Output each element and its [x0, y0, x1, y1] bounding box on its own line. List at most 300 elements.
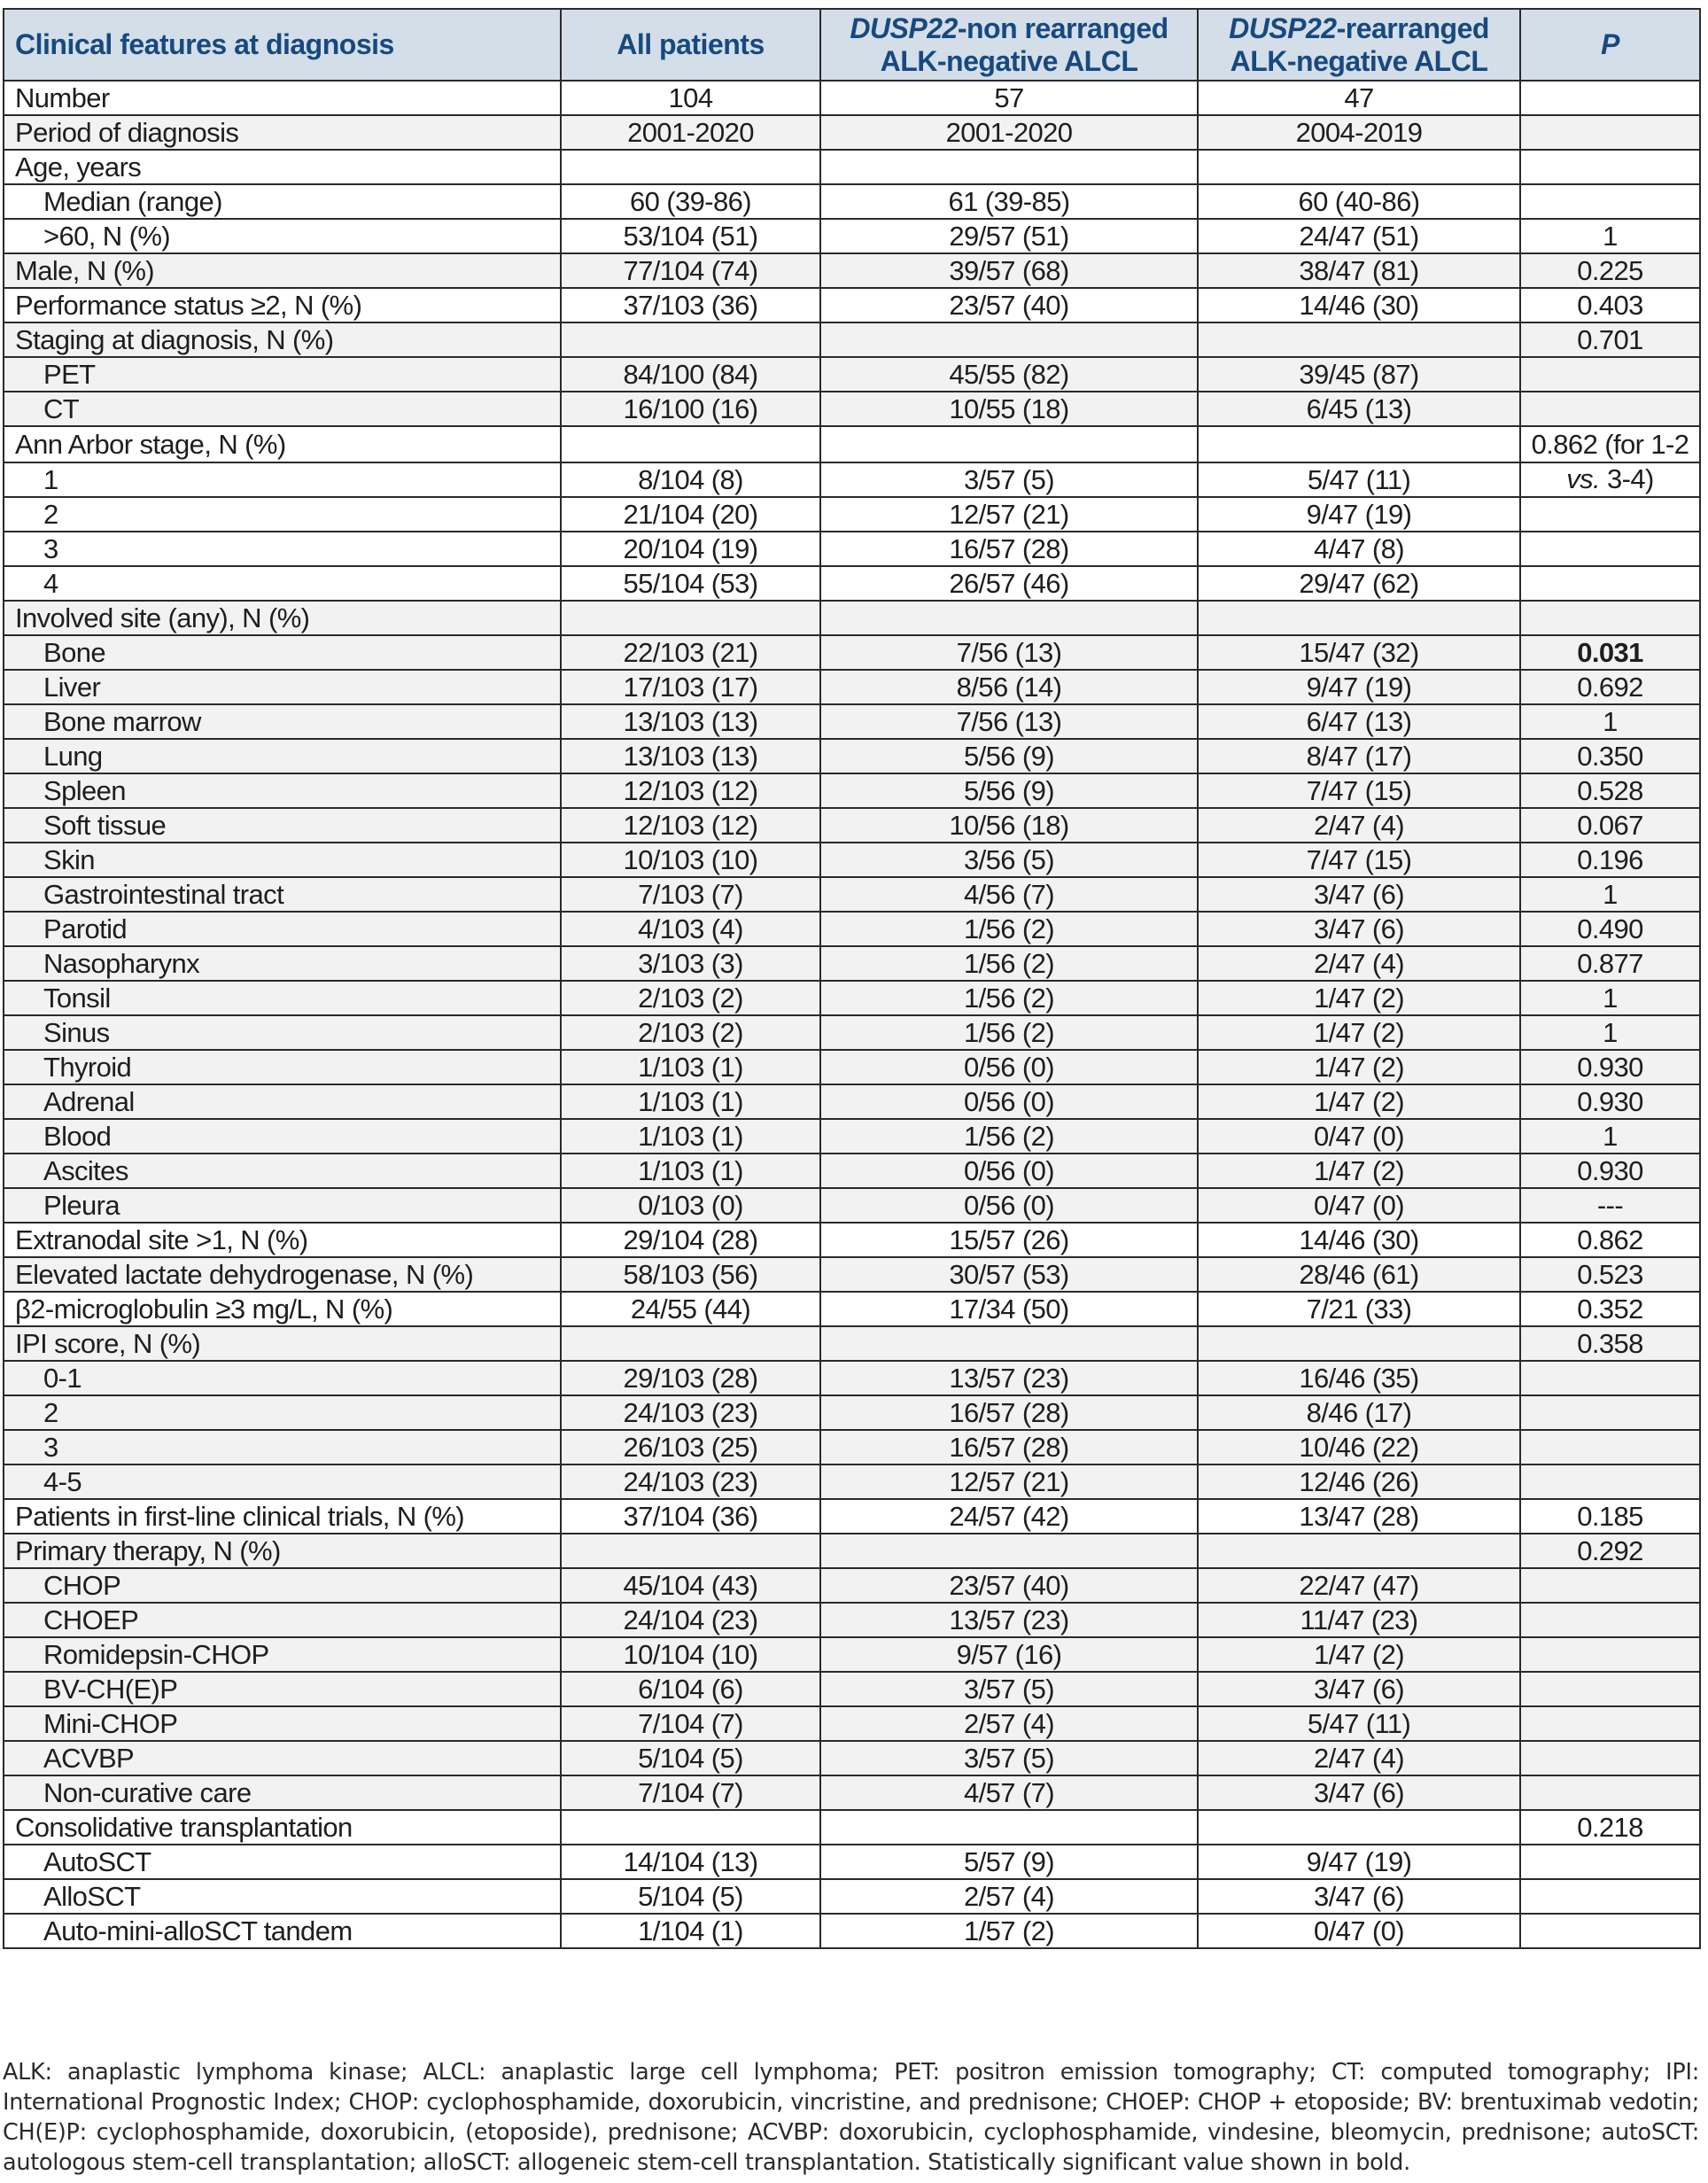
table-row	[4, 1741, 1700, 1775]
cell-dusp22-non-rearranged: 5/56 (9)	[820, 739, 1198, 773]
cell-p-value	[1520, 1361, 1700, 1395]
cell-all-patients: 13/103 (13)	[561, 704, 820, 739]
cell-p-value	[1520, 497, 1700, 532]
row-label: Period of diagnosis	[4, 115, 561, 150]
cell-dusp22-rearranged: 15/47 (32)	[1198, 635, 1520, 670]
cell-dusp22-non-rearranged: 0/56 (0)	[820, 1154, 1198, 1188]
table-row	[4, 1361, 1700, 1395]
cell-dusp22-rearranged: 11/47 (23)	[1198, 1603, 1520, 1637]
cell-dusp22-non-rearranged: 12/57 (21)	[820, 1464, 1198, 1499]
table-row	[4, 1464, 1700, 1499]
header-text: -rearranged	[1336, 12, 1489, 44]
cell-p-value: 0.862	[1520, 1223, 1700, 1257]
cell-p-value	[1520, 1914, 1700, 1948]
table-row	[4, 1603, 1700, 1637]
cell-p-value	[1520, 357, 1700, 392]
header-dusp22-rearranged	[1198, 9, 1520, 81]
cell-all-patients: 55/104 (53)	[561, 566, 820, 601]
table-row	[4, 1223, 1700, 1257]
table-row	[4, 739, 1700, 773]
cell-p-value	[1520, 150, 1700, 184]
cell-dusp22-rearranged: 24/47 (51)	[1198, 219, 1520, 253]
table-row	[4, 532, 1700, 566]
row-label: Patients in first-line clinical trials, N (%)	[4, 1499, 561, 1534]
table-row	[4, 1119, 1700, 1154]
gene-name: DUSP22	[850, 12, 958, 44]
cell-all-patients: 4/103 (4)	[561, 912, 820, 946]
row-label: PET	[4, 357, 561, 392]
table-row	[4, 219, 1700, 253]
table-row	[4, 1326, 1700, 1361]
cell-p-value: 0.196	[1520, 843, 1700, 877]
cell-dusp22-rearranged: 6/47 (13)	[1198, 704, 1520, 739]
cell-p-value	[1520, 566, 1700, 601]
cell-p-value	[1520, 392, 1700, 426]
cell-dusp22-rearranged: 1/47 (2)	[1198, 1637, 1520, 1672]
cell-all-patients: 45/104 (43)	[561, 1568, 820, 1603]
cell-dusp22-rearranged: 5/47 (11)	[1198, 1706, 1520, 1741]
cell-all-patients: 84/100 (84)	[561, 357, 820, 392]
cell-p-value	[1520, 1637, 1700, 1672]
row-label: Mini-CHOP	[4, 1706, 561, 1741]
cell-dusp22-non-rearranged: 16/57 (28)	[820, 1430, 1198, 1464]
cell-dusp22-rearranged: 7/47 (15)	[1198, 843, 1520, 877]
table-row	[4, 81, 1700, 115]
cell-dusp22-non-rearranged	[820, 1534, 1198, 1568]
cell-p-value: 0.692	[1520, 670, 1700, 704]
row-label: AlloSCT	[4, 1879, 561, 1914]
cell-p-value: 0.490	[1520, 912, 1700, 946]
cell-p-value: 0.523	[1520, 1257, 1700, 1292]
row-label: Lung	[4, 739, 561, 773]
table-footnote: ALK: anaplastic lymphoma kinase; ALCL: anaplastic large cell lymphoma; PET: positron emission tomography; CT: computed tomography; IPI: International Prognostic Index; CHOP: cyclophosphamide, doxorubicin, vincristine, and prednisone; CHOEP: CHOP + etoposide; BV: brentuximab vedotin; CH(E)P: cyclophosphamide, doxorubicin, (etoposide), prednisone; ACVBP: doxorubicin, cyclophosphamide, vindesine, bleomycin, prednisone; autoSCT: autologous stem-cell transplantation; alloSCT: allogeneic stem-cell transplantation. Statistically significant value shown in bold.	[3, 2059, 1699, 2176]
table-row	[4, 1914, 1700, 1948]
p-value-note-italic: vs.	[1566, 463, 1601, 494]
cell-dusp22-rearranged: 5/47 (11)	[1198, 462, 1520, 497]
cell-p-value	[1520, 532, 1700, 566]
cell-p-value: 0.358	[1520, 1326, 1700, 1361]
cell-p-value: 0.352	[1520, 1292, 1700, 1326]
table-row	[4, 1775, 1700, 1810]
table-row	[4, 601, 1700, 635]
cell-all-patients: 2001-2020	[561, 115, 820, 150]
cell-dusp22-rearranged: 6/45 (13)	[1198, 392, 1520, 426]
cell-dusp22-rearranged: 29/47 (62)	[1198, 566, 1520, 601]
cell-dusp22-rearranged	[1198, 1326, 1520, 1361]
cell-dusp22-rearranged: 28/46 (61)	[1198, 1257, 1520, 1292]
header-p-value	[1520, 9, 1700, 81]
cell-dusp22-rearranged: 2/47 (4)	[1198, 808, 1520, 843]
cell-all-patients: 3/103 (3)	[561, 946, 820, 981]
table-body	[4, 81, 1700, 1948]
table-row	[4, 253, 1700, 288]
cell-dusp22-non-rearranged: 1/56 (2)	[820, 981, 1198, 1015]
cell-dusp22-non-rearranged: 1/57 (2)	[820, 1914, 1198, 1948]
cell-dusp22-non-rearranged: 10/55 (18)	[820, 392, 1198, 426]
cell-p-value	[1520, 1845, 1700, 1879]
cell-p-value: 0.292	[1520, 1534, 1700, 1568]
cell-all-patients	[561, 322, 820, 357]
row-label: Bone marrow	[4, 704, 561, 739]
row-label: Bone	[4, 635, 561, 670]
cell-all-patients: 7/103 (7)	[561, 877, 820, 912]
header-text: ALK-negative ALCL	[880, 44, 1138, 77]
cell-dusp22-rearranged: 2004-2019	[1198, 115, 1520, 150]
cell-dusp22-non-rearranged: 2/57 (4)	[820, 1879, 1198, 1914]
cell-dusp22-rearranged	[1198, 1810, 1520, 1845]
row-label: AutoSCT	[4, 1845, 561, 1879]
cell-p-value	[1520, 1672, 1700, 1706]
table-row	[4, 322, 1700, 357]
header-text: -non rearranged	[957, 12, 1168, 44]
row-label: Performance status ≥2, N (%)	[4, 288, 561, 322]
row-label: 2	[4, 1395, 561, 1430]
cell-dusp22-rearranged: 3/47 (6)	[1198, 1672, 1520, 1706]
row-label: ACVBP	[4, 1741, 561, 1775]
row-label: Elevated lactate dehydrogenase, N (%)	[4, 1257, 561, 1292]
table-row	[4, 1015, 1700, 1050]
cell-p-value	[1520, 1879, 1700, 1914]
cell-p-value: 0.528	[1520, 773, 1700, 808]
cell-dusp22-non-rearranged: 30/57 (53)	[820, 1257, 1198, 1292]
cell-all-patients: 7/104 (7)	[561, 1775, 820, 1810]
cell-dusp22-rearranged: 14/46 (30)	[1198, 1223, 1520, 1257]
table-row	[4, 981, 1700, 1015]
cell-dusp22-non-rearranged: 61 (39-85)	[820, 184, 1198, 219]
p-value-text: 0.862 (for 1-2	[1531, 429, 1689, 460]
cell-dusp22-non-rearranged: 7/56 (13)	[820, 704, 1198, 739]
table-container	[3, 8, 1699, 1949]
cell-p-value	[1520, 1603, 1700, 1637]
table-row	[4, 115, 1700, 150]
cell-p-value	[1520, 81, 1700, 115]
cell-all-patients: 53/104 (51)	[561, 219, 820, 253]
table-row	[4, 946, 1700, 981]
cell-dusp22-rearranged: 13/47 (28)	[1198, 1499, 1520, 1534]
row-label: Ascites	[4, 1154, 561, 1188]
cell-dusp22-rearranged: 12/46 (26)	[1198, 1464, 1520, 1499]
table-row	[4, 1637, 1700, 1672]
cell-dusp22-rearranged: 3/47 (6)	[1198, 877, 1520, 912]
cell-all-patients: 14/104 (13)	[561, 1845, 820, 1879]
cell-p-value	[1520, 184, 1700, 219]
cell-p-value: ---	[1520, 1188, 1700, 1223]
cell-dusp22-non-rearranged: 29/57 (51)	[820, 219, 1198, 253]
cell-all-patients: 2/103 (2)	[561, 981, 820, 1015]
row-label: BV-CH(E)P	[4, 1672, 561, 1706]
cell-all-patients: 20/104 (19)	[561, 532, 820, 566]
row-label: 4-5	[4, 1464, 561, 1499]
cell-dusp22-non-rearranged: 2/57 (4)	[820, 1706, 1198, 1741]
table-row	[4, 1672, 1700, 1706]
header-text: ALK-negative ALCL	[1230, 44, 1488, 77]
cell-p-value: 0.350	[1520, 739, 1700, 773]
cell-p-value: 1	[1520, 981, 1700, 1015]
cell-dusp22-non-rearranged: 45/55 (82)	[820, 357, 1198, 392]
row-label: Number	[4, 81, 561, 115]
cell-dusp22-rearranged: 39/45 (87)	[1198, 357, 1520, 392]
row-label: Romidepsin-CHOP	[4, 1637, 561, 1672]
cell-dusp22-rearranged	[1198, 150, 1520, 184]
cell-dusp22-rearranged: 9/47 (19)	[1198, 670, 1520, 704]
cell-dusp22-rearranged: 8/46 (17)	[1198, 1395, 1520, 1430]
cell-all-patients: 5/104 (5)	[561, 1879, 820, 1914]
cell-dusp22-rearranged: 8/47 (17)	[1198, 739, 1520, 773]
cell-p-value: 0.218	[1520, 1810, 1700, 1845]
row-label: 3	[4, 532, 561, 566]
row-label: 1	[4, 462, 561, 497]
cell-dusp22-non-rearranged	[820, 601, 1198, 635]
cell-dusp22-non-rearranged: 12/57 (21)	[820, 497, 1198, 532]
row-label: Involved site (any), N (%)	[4, 601, 561, 635]
row-label: Skin	[4, 843, 561, 877]
cell-dusp22-rearranged: 22/47 (47)	[1198, 1568, 1520, 1603]
row-label: Ann Arbor stage, N (%)	[4, 426, 561, 462]
row-label: Parotid	[4, 912, 561, 946]
cell-p-value: 0.701	[1520, 322, 1700, 357]
table-row	[4, 1257, 1700, 1292]
cell-dusp22-non-rearranged: 1/56 (2)	[820, 912, 1198, 946]
row-label: Median (range)	[4, 184, 561, 219]
clinical-features-table	[3, 8, 1701, 1949]
cell-all-patients: 6/104 (6)	[561, 1672, 820, 1706]
cell-dusp22-rearranged: 2/47 (4)	[1198, 946, 1520, 981]
cell-p-value	[1520, 1395, 1700, 1430]
cell-dusp22-non-rearranged	[820, 1326, 1198, 1361]
cell-dusp22-rearranged: 2/47 (4)	[1198, 1741, 1520, 1775]
cell-all-patients	[561, 601, 820, 635]
cell-dusp22-non-rearranged: 16/57 (28)	[820, 532, 1198, 566]
cell-all-patients: 7/104 (7)	[561, 1706, 820, 1741]
cell-p-value	[1520, 1430, 1700, 1464]
cell-dusp22-non-rearranged	[820, 1810, 1198, 1845]
row-label: Staging at diagnosis, N (%)	[4, 322, 561, 357]
cell-p-value	[1520, 426, 1700, 494]
table-row	[4, 808, 1700, 843]
cell-all-patients: 29/104 (28)	[561, 1223, 820, 1257]
row-label: Adrenal	[4, 1084, 561, 1119]
cell-dusp22-rearranged: 16/46 (35)	[1198, 1361, 1520, 1395]
cell-p-value: 0.067	[1520, 808, 1700, 843]
cell-dusp22-rearranged: 60 (40-86)	[1198, 184, 1520, 219]
table-row	[4, 1430, 1700, 1464]
cell-dusp22-rearranged: 7/21 (33)	[1198, 1292, 1520, 1326]
header-all-patients: All patients	[561, 9, 820, 81]
gene-name: DUSP22	[1229, 12, 1337, 44]
table-row	[4, 1050, 1700, 1084]
cell-dusp22-non-rearranged: 3/57 (5)	[820, 1672, 1198, 1706]
row-label: Primary therapy, N (%)	[4, 1534, 561, 1568]
table-row	[4, 1810, 1700, 1845]
table-row	[4, 1499, 1700, 1534]
row-label: 4	[4, 566, 561, 601]
row-label: >60, N (%)	[4, 219, 561, 253]
cell-dusp22-rearranged: 1/47 (2)	[1198, 1154, 1520, 1188]
cell-dusp22-non-rearranged: 39/57 (68)	[820, 253, 1198, 288]
header-text: P	[1601, 28, 1619, 60]
cell-all-patients: 60 (39-86)	[561, 184, 820, 219]
cell-dusp22-non-rearranged: 3/57 (5)	[820, 1741, 1198, 1775]
cell-dusp22-non-rearranged: 1/56 (2)	[820, 1119, 1198, 1154]
cell-all-patients: 77/104 (74)	[561, 253, 820, 288]
cell-dusp22-non-rearranged: 10/56 (18)	[820, 808, 1198, 843]
cell-dusp22-non-rearranged	[820, 150, 1198, 184]
cell-all-patients: 10/103 (10)	[561, 843, 820, 877]
header-dusp22-non-rearranged	[820, 9, 1198, 81]
table-row	[4, 877, 1700, 912]
table-row	[4, 1188, 1700, 1223]
row-label: Soft tissue	[4, 808, 561, 843]
cell-all-patients: 1/104 (1)	[561, 1914, 820, 1948]
cell-p-value: 0.031	[1520, 635, 1700, 670]
cell-dusp22-non-rearranged: 8/56 (14)	[820, 670, 1198, 704]
cell-dusp22-rearranged: 1/47 (2)	[1198, 1015, 1520, 1050]
cell-dusp22-non-rearranged: 3/56 (5)	[820, 843, 1198, 877]
cell-p-value: 1	[1520, 1015, 1700, 1050]
cell-dusp22-non-rearranged: 16/57 (28)	[820, 1395, 1198, 1430]
row-label: Sinus	[4, 1015, 561, 1050]
table-row	[4, 497, 1700, 532]
row-label: Age, years	[4, 150, 561, 184]
cell-all-patients: 5/104 (5)	[561, 1741, 820, 1775]
cell-dusp22-non-rearranged: 3/57 (5)	[820, 462, 1198, 497]
cell-p-value: 0.225	[1520, 253, 1700, 288]
cell-dusp22-rearranged: 9/47 (19)	[1198, 1845, 1520, 1879]
cell-all-patients	[561, 426, 820, 462]
table-row	[4, 1534, 1700, 1568]
cell-p-value: 1	[1520, 219, 1700, 253]
table-row	[4, 288, 1700, 322]
table-row	[4, 1292, 1700, 1326]
table-row	[4, 1879, 1700, 1914]
table-row	[4, 566, 1700, 601]
cell-all-patients	[561, 1326, 820, 1361]
row-label: Extranodal site >1, N (%)	[4, 1223, 561, 1257]
cell-dusp22-rearranged: 4/47 (8)	[1198, 532, 1520, 566]
cell-dusp22-non-rearranged: 5/57 (9)	[820, 1845, 1198, 1879]
cell-dusp22-non-rearranged	[820, 322, 1198, 357]
table-row	[4, 184, 1700, 219]
cell-all-patients: 8/104 (8)	[561, 462, 820, 497]
cell-p-value	[1520, 1706, 1700, 1741]
row-label: Male, N (%)	[4, 253, 561, 288]
cell-all-patients: 37/104 (36)	[561, 1499, 820, 1534]
cell-p-value: 1	[1520, 704, 1700, 739]
cell-dusp22-rearranged: 9/47 (19)	[1198, 497, 1520, 532]
cell-all-patients: 24/103 (23)	[561, 1395, 820, 1430]
row-label: IPI score, N (%)	[4, 1326, 561, 1361]
cell-all-patients	[561, 1810, 820, 1845]
table-row	[4, 357, 1700, 392]
row-label: Consolidative transplantation	[4, 1810, 561, 1845]
cell-dusp22-rearranged	[1198, 322, 1520, 357]
cell-all-patients: 24/103 (23)	[561, 1464, 820, 1499]
cell-p-value	[1520, 601, 1700, 635]
row-label: β2-microglobulin ≥3 mg/L, N (%)	[4, 1292, 561, 1326]
cell-p-value: 0.930	[1520, 1154, 1700, 1188]
cell-dusp22-non-rearranged: 5/56 (9)	[820, 773, 1198, 808]
cell-all-patients: 1/103 (1)	[561, 1084, 820, 1119]
cell-all-patients: 37/103 (36)	[561, 288, 820, 322]
cell-all-patients	[561, 1534, 820, 1568]
cell-dusp22-non-rearranged: 4/57 (7)	[820, 1775, 1198, 1810]
cell-p-value: 0.930	[1520, 1050, 1700, 1084]
cell-p-value: 0.185	[1520, 1499, 1700, 1534]
cell-all-patients: 12/103 (12)	[561, 773, 820, 808]
cell-all-patients: 1/103 (1)	[561, 1119, 820, 1154]
row-label: Pleura	[4, 1188, 561, 1223]
cell-dusp22-non-rearranged: 23/57 (40)	[820, 1568, 1198, 1603]
cell-dusp22-non-rearranged: 0/56 (0)	[820, 1050, 1198, 1084]
cell-all-patients	[561, 150, 820, 184]
cell-dusp22-non-rearranged: 13/57 (23)	[820, 1603, 1198, 1637]
row-label: CT	[4, 392, 561, 426]
cell-dusp22-non-rearranged: 15/57 (26)	[820, 1223, 1198, 1257]
cell-all-patients: 22/103 (21)	[561, 635, 820, 670]
cell-all-patients: 12/103 (12)	[561, 808, 820, 843]
header-clinical-features: Clinical features at diagnosis	[4, 9, 561, 81]
table-row	[4, 1395, 1700, 1430]
row-label: Spleen	[4, 773, 561, 808]
table-row	[4, 426, 1700, 462]
cell-p-value	[1520, 115, 1700, 150]
cell-all-patients: 0/103 (0)	[561, 1188, 820, 1223]
cell-all-patients: 1/103 (1)	[561, 1050, 820, 1084]
table-row	[4, 773, 1700, 808]
table-row	[4, 635, 1700, 670]
row-label: Liver	[4, 670, 561, 704]
cell-dusp22-rearranged: 0/47 (0)	[1198, 1119, 1520, 1154]
table-row	[4, 1084, 1700, 1119]
cell-dusp22-non-rearranged: 13/57 (23)	[820, 1361, 1198, 1395]
cell-dusp22-non-rearranged: 4/56 (7)	[820, 877, 1198, 912]
cell-all-patients: 16/100 (16)	[561, 392, 820, 426]
row-label: Tonsil	[4, 981, 561, 1015]
cell-p-value: 1	[1520, 877, 1700, 912]
cell-all-patients: 17/103 (17)	[561, 670, 820, 704]
row-label: 2	[4, 497, 561, 532]
row-label: Auto-mini-alloSCT tandem	[4, 1914, 561, 1948]
cell-all-patients: 2/103 (2)	[561, 1015, 820, 1050]
row-label: Gastrointestinal tract	[4, 877, 561, 912]
cell-dusp22-non-rearranged: 1/56 (2)	[820, 946, 1198, 981]
cell-p-value	[1520, 1741, 1700, 1775]
cell-all-patients: 21/104 (20)	[561, 497, 820, 532]
cell-dusp22-non-rearranged: 57	[820, 81, 1198, 115]
cell-dusp22-non-rearranged: 24/57 (42)	[820, 1499, 1198, 1534]
row-label: Blood	[4, 1119, 561, 1154]
cell-p-value: 1	[1520, 1119, 1700, 1154]
cell-p-value: 0.403	[1520, 288, 1700, 322]
cell-dusp22-rearranged: 7/47 (15)	[1198, 773, 1520, 808]
cell-p-value: 0.877	[1520, 946, 1700, 981]
cell-dusp22-non-rearranged: 26/57 (46)	[820, 566, 1198, 601]
cell-dusp22-rearranged: 38/47 (81)	[1198, 253, 1520, 288]
table-row	[4, 462, 1700, 497]
cell-dusp22-non-rearranged: 0/56 (0)	[820, 1188, 1198, 1223]
cell-dusp22-non-rearranged	[820, 426, 1198, 462]
cell-p-value	[1520, 1568, 1700, 1603]
cell-dusp22-rearranged	[1198, 1534, 1520, 1568]
cell-all-patients: 24/104 (23)	[561, 1603, 820, 1637]
table-row	[4, 670, 1700, 704]
cell-p-value	[1520, 1775, 1700, 1810]
row-label: Non-curative care	[4, 1775, 561, 1810]
cell-dusp22-non-rearranged: 2001-2020	[820, 115, 1198, 150]
table-row	[4, 912, 1700, 946]
cell-dusp22-non-rearranged: 1/56 (2)	[820, 1015, 1198, 1050]
table-row	[4, 1845, 1700, 1879]
